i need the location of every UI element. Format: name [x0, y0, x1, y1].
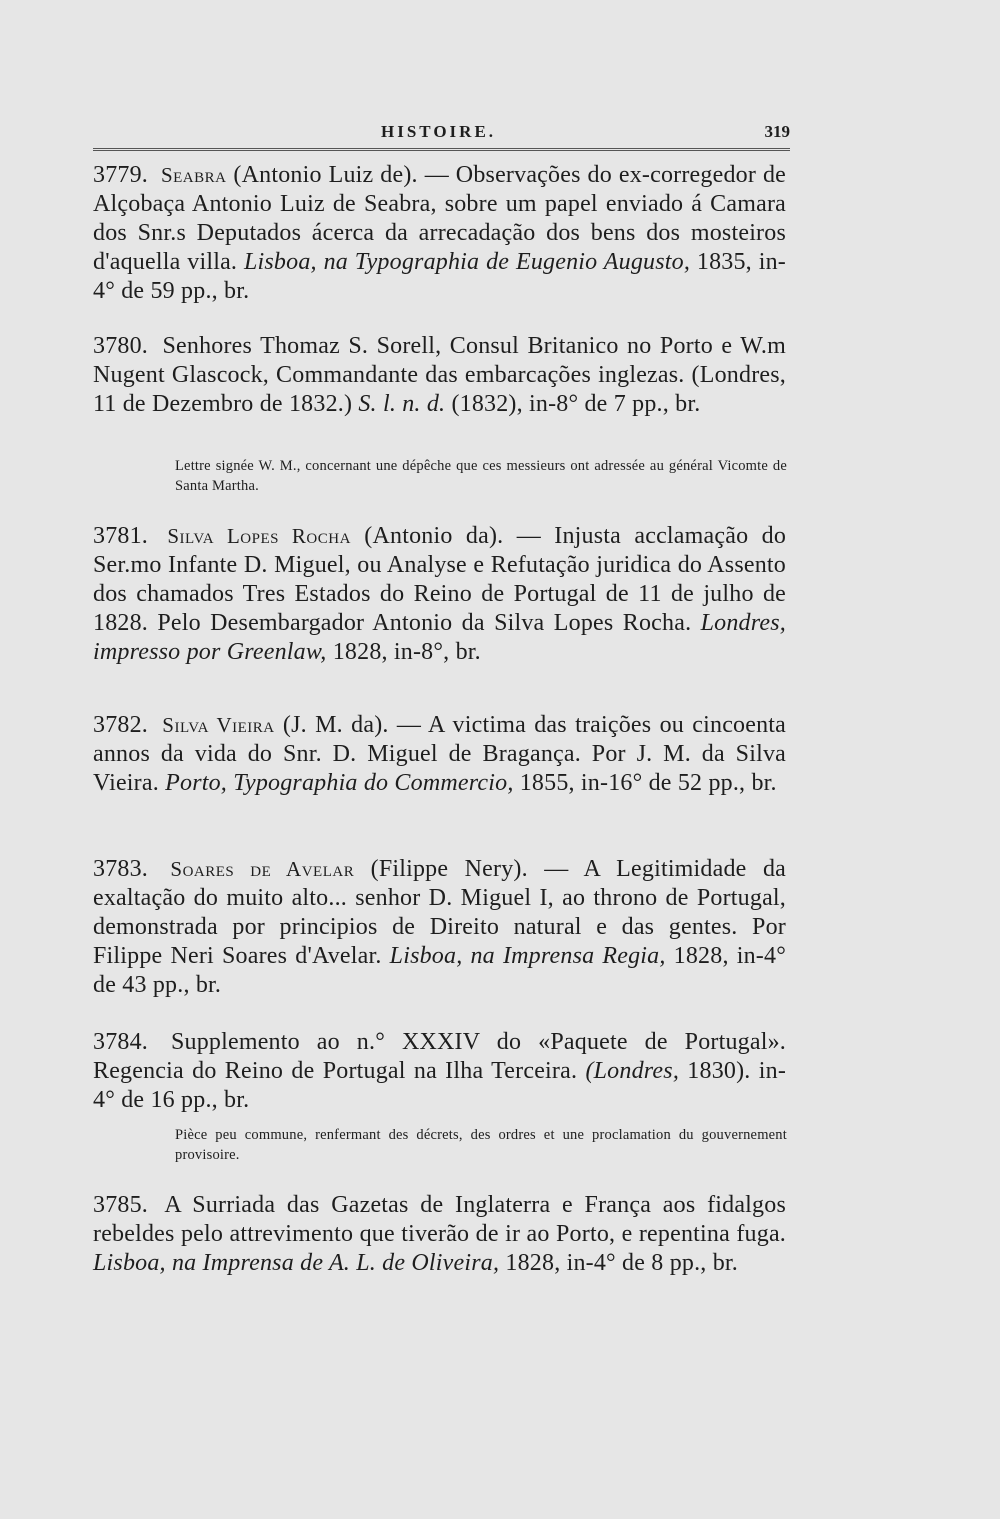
entry-imprint: S. l. n. d. — [358, 391, 446, 417]
entry-text: A Surriada das Gazetas de Inglaterra e França aos fidalgos rebeldes pelo attrevimento que tiverão de ir ao Porto, e repentina fuga. — [93, 1192, 786, 1247]
entry-text: — A victima das traições ou cincoenta annos da vida do Snr. D. Miguel de Bragança. Por J. M. da Silva Vieira. — [93, 712, 787, 796]
entry-text: á Camara dos Snr.s Deputados ácerca da arrecadação dos bens — [93, 191, 786, 246]
entry-imprint: (Londres, — [585, 1058, 680, 1084]
entry-imprint: Lisboa, na Imprensa Regia, — [389, 943, 666, 969]
entry-author: Silva Lopes Rocha — [167, 524, 351, 548]
entry-tail: 1830). in-4° de 16 pp., br. — [93, 1058, 787, 1113]
entry-number: 3784. — [93, 1029, 148, 1055]
entry-author: Soares de Avelar — [170, 857, 355, 881]
entry-3780 — [93, 332, 786, 419]
entry-author: Silva Vieira — [162, 713, 275, 737]
entry-3785 — [93, 1191, 786, 1278]
entry-text: de Alçobaça Antonio Luiz de Seabra, sobre um papel enviado — [93, 162, 787, 217]
entry-note-3784: Pièce peu commune, renfermant des décrets, des ordres et une proclamation du gouvernement provisoire. — [175, 1127, 787, 1163]
entry-3782 — [93, 711, 786, 798]
entry-3783 — [93, 855, 786, 1000]
entry-tail: 1828, in-4° de 43 pp., br. — [93, 943, 786, 998]
entry-number: 3782. — [93, 712, 148, 738]
entry-note-3780: Lettre signée W. M., concernant une dépêche que ces messieurs ont adressée au général Vicomte de Santa Martha. — [175, 458, 787, 494]
entry-text: W.m Nugent Glascock, Commandante das embarcações inglezas. (Londres, 11 de Dezembro de 1832.) — [93, 333, 786, 417]
entry-text: dos mosteiros d'aquella villa. — [93, 220, 786, 275]
entry-text: — Injusta acclamação do Ser.mo Infante D. Miguel, ou Analyse e Refutação juridica do Assento dos chamados Tres Estados do Reino de Portugal de 11 de julho de 1828. Pelo Desembargador Antonio da Silva Lopes Rocha. — [93, 523, 787, 636]
page-number: 319 — [764, 122, 790, 141]
entry-tail: 1855, in-16° de 52 pp., br. — [519, 770, 777, 796]
entry-text: — A Legitimidade da exaltação do muito alto... senhor D. Miguel I, ao throno de Portugal, demonstrada por principios de Direito natural e das gentes. Por Filippe Neri Soares d'Avelar. — [93, 856, 786, 969]
entry-author-rest: (J. M. da). — [282, 712, 389, 738]
entry-imprint: Porto, Typographia do Commercio, — [165, 770, 514, 796]
entry-text: Supplemento ao n.° XXXIV do «Paquete de Portugal». Regencia do Reino de Portugal na Ilha Terceira. — [93, 1029, 787, 1084]
entry-imprint: Lisboa, na Typographia de Eugenio Augusto, — [243, 249, 691, 275]
entry-3781 — [93, 522, 786, 667]
running-title: HISTOIRE. — [381, 122, 497, 141]
entry-tail: 1828, in-8°, br. — [332, 639, 481, 665]
entry-author-rest: (Antonio Luiz de). — [233, 162, 418, 188]
entry-imprint: Londres, impresso por Greenlaw, — [93, 610, 786, 665]
entry-imprint: Lisboa, na Imprensa de A. L. de Oliveira, — [93, 1250, 500, 1276]
entry-tail: (1832), in-8° de 7 pp., br. — [451, 391, 701, 417]
entry-author-rest: (Antonio da). — [364, 523, 504, 549]
entry-3779 — [93, 161, 786, 306]
entry-text: Senhores Thomaz S. Sorell, Consul Britanico no Porto e — [162, 333, 733, 359]
entry-3784 — [93, 1028, 786, 1115]
entry-text: — Observações do ex-corregedor — [424, 162, 757, 188]
entry-author-rest: (Filippe Nery). — [370, 856, 528, 882]
entry-number: 3781. — [93, 523, 148, 549]
entry-number: 3783. — [93, 856, 148, 882]
entry-number: 3779. — [93, 162, 148, 188]
entry-number: 3780. — [93, 333, 148, 359]
entry-author: Seabra — [160, 163, 227, 187]
page-header — [93, 118, 790, 151]
entry-tail: 1835, in-4° de 59 pp., br. — [93, 249, 786, 304]
entry-tail: 1828, in-4° de 8 pp., br. — [505, 1250, 738, 1276]
entry-number: 3785. — [93, 1192, 148, 1218]
